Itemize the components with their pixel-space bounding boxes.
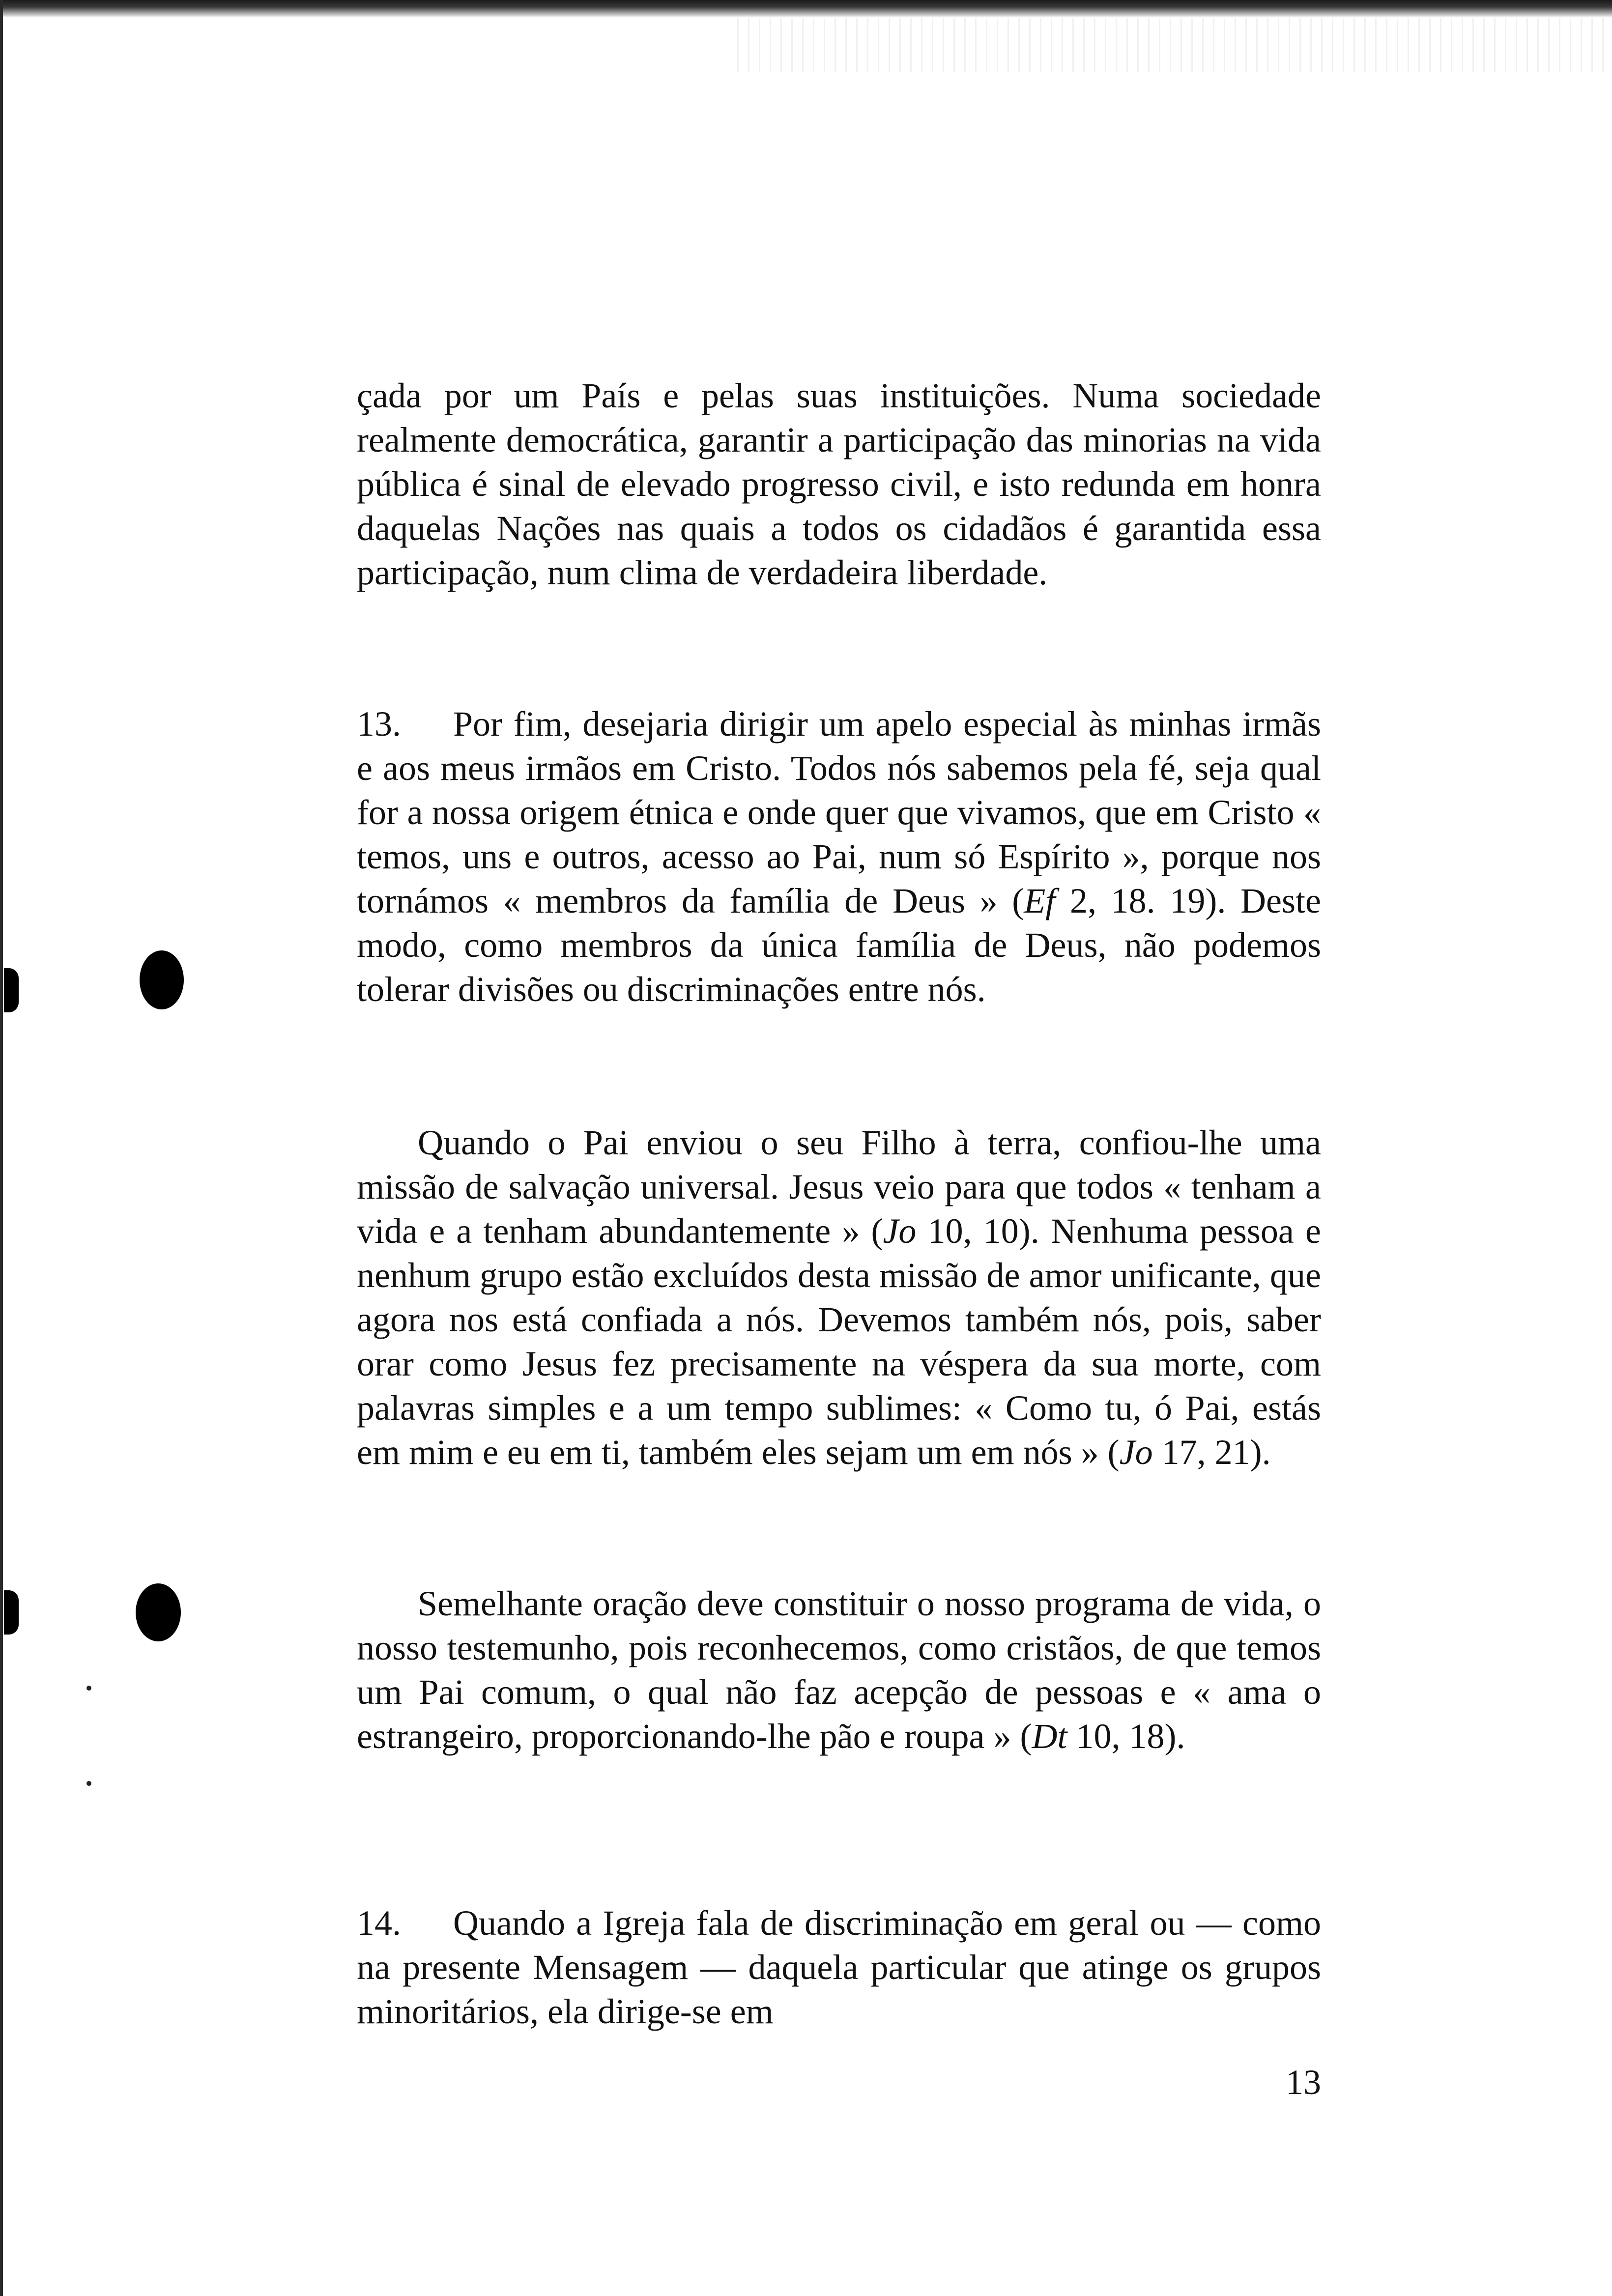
bible-reference: Ef — [1024, 881, 1056, 920]
speck-1 — [86, 1686, 91, 1691]
binding-mark-lower — [4, 1590, 19, 1635]
scan-top-noise — [737, 18, 1612, 72]
text-run: Semelhante oração deve constituir o nosso programa de vida, o nosso testemunho, pois reconhecemos, como cristãos, de que temos um Pai comum, o qual não faz acepção de pessoas e « ama o estrangeiro, proporcionando-lhe pão e roupa » ( — [357, 1584, 1321, 1756]
section-13-paragraph-2 — [357, 1120, 1321, 1474]
text-run: 10, 10). Nenhuma pessoa e nenhum grupo estão excluídos desta missão de amor unificante, que agora nos está confiada a nós. Devemos também nós, pois, saber orar como Jesus fez precisamente na véspera da sua morte, com palavras simples e a um tempo sublimes: « Como tu, ó Pai, estás em mim e eu em ti, também eles sejam um em nós » ( — [357, 1211, 1321, 1472]
text-run: Por fim, desejaria dirigir um apelo especial às minhas irmãs e aos meus irmãos em Cristo. Todos nós sabemos pela fé, seja qual for a nossa origem étnica e onde quer que vivamos, que em Cristo « temos, uns e outros, acesso ao Pai, num só Espírito », porque nos tornámos « membros da família de Deus » ( — [357, 704, 1321, 920]
text-run: Quando o Pai enviou o seu Filho à terra, confiou-lhe uma missão de salvação universal. Jesus veio para que todos « tenham a vida e a tenham abundantemente » ( — [357, 1123, 1321, 1251]
page-number: 13 — [1286, 2063, 1321, 2102]
intro-paragraph-text: çada por um País e pelas suas instituições. Numa sociedade realmente democrática, garantir a participação das minorias na vida pública é sinal de elevado progresso civil, e isto redunda em honra daquelas Nações nas quais a todos os cidadãos é garantida essa participação, num clima de verdadeira liberdade. — [357, 376, 1321, 592]
bible-reference: Jo — [883, 1211, 917, 1251]
text-run: 2, 18. 19). Deste modo, como membros da única família de Deus, não podemos tolerar divisões ou discriminações entre nós. — [357, 881, 1321, 1009]
text-run: Quando a Igreja fala de discriminação em geral ou — como na presente Mensagem — daquela particular que atinge os grupos minoritários, ela dirige-se em — [357, 1903, 1321, 2031]
section-number: 14. — [357, 1903, 401, 1943]
section-13-paragraph-1 — [357, 702, 1321, 1011]
section-13-text — [357, 702, 1321, 1011]
section-13-text — [357, 1581, 1321, 1758]
text-run: 10, 18). — [1067, 1717, 1185, 1756]
section-13-paragraph-3 — [357, 1581, 1321, 1758]
text-run: 17, 21). — [1152, 1433, 1271, 1472]
section-number: 13. — [357, 704, 401, 744]
section-13-text — [357, 1120, 1321, 1474]
section-14-text — [357, 1901, 1321, 2034]
punch-hole-upper — [140, 950, 184, 1009]
punch-hole-lower — [136, 1583, 181, 1641]
bible-reference: Jo — [1119, 1433, 1153, 1472]
speck-2 — [86, 1781, 91, 1786]
binding-mark-upper — [4, 968, 19, 1012]
scan-top-edge — [0, 0, 1612, 18]
intro-paragraph — [357, 373, 1321, 595]
scan-left-edge — [0, 0, 3, 2296]
section-14-paragraph-1 — [357, 1901, 1321, 2034]
bible-reference: Dt — [1032, 1717, 1067, 1756]
